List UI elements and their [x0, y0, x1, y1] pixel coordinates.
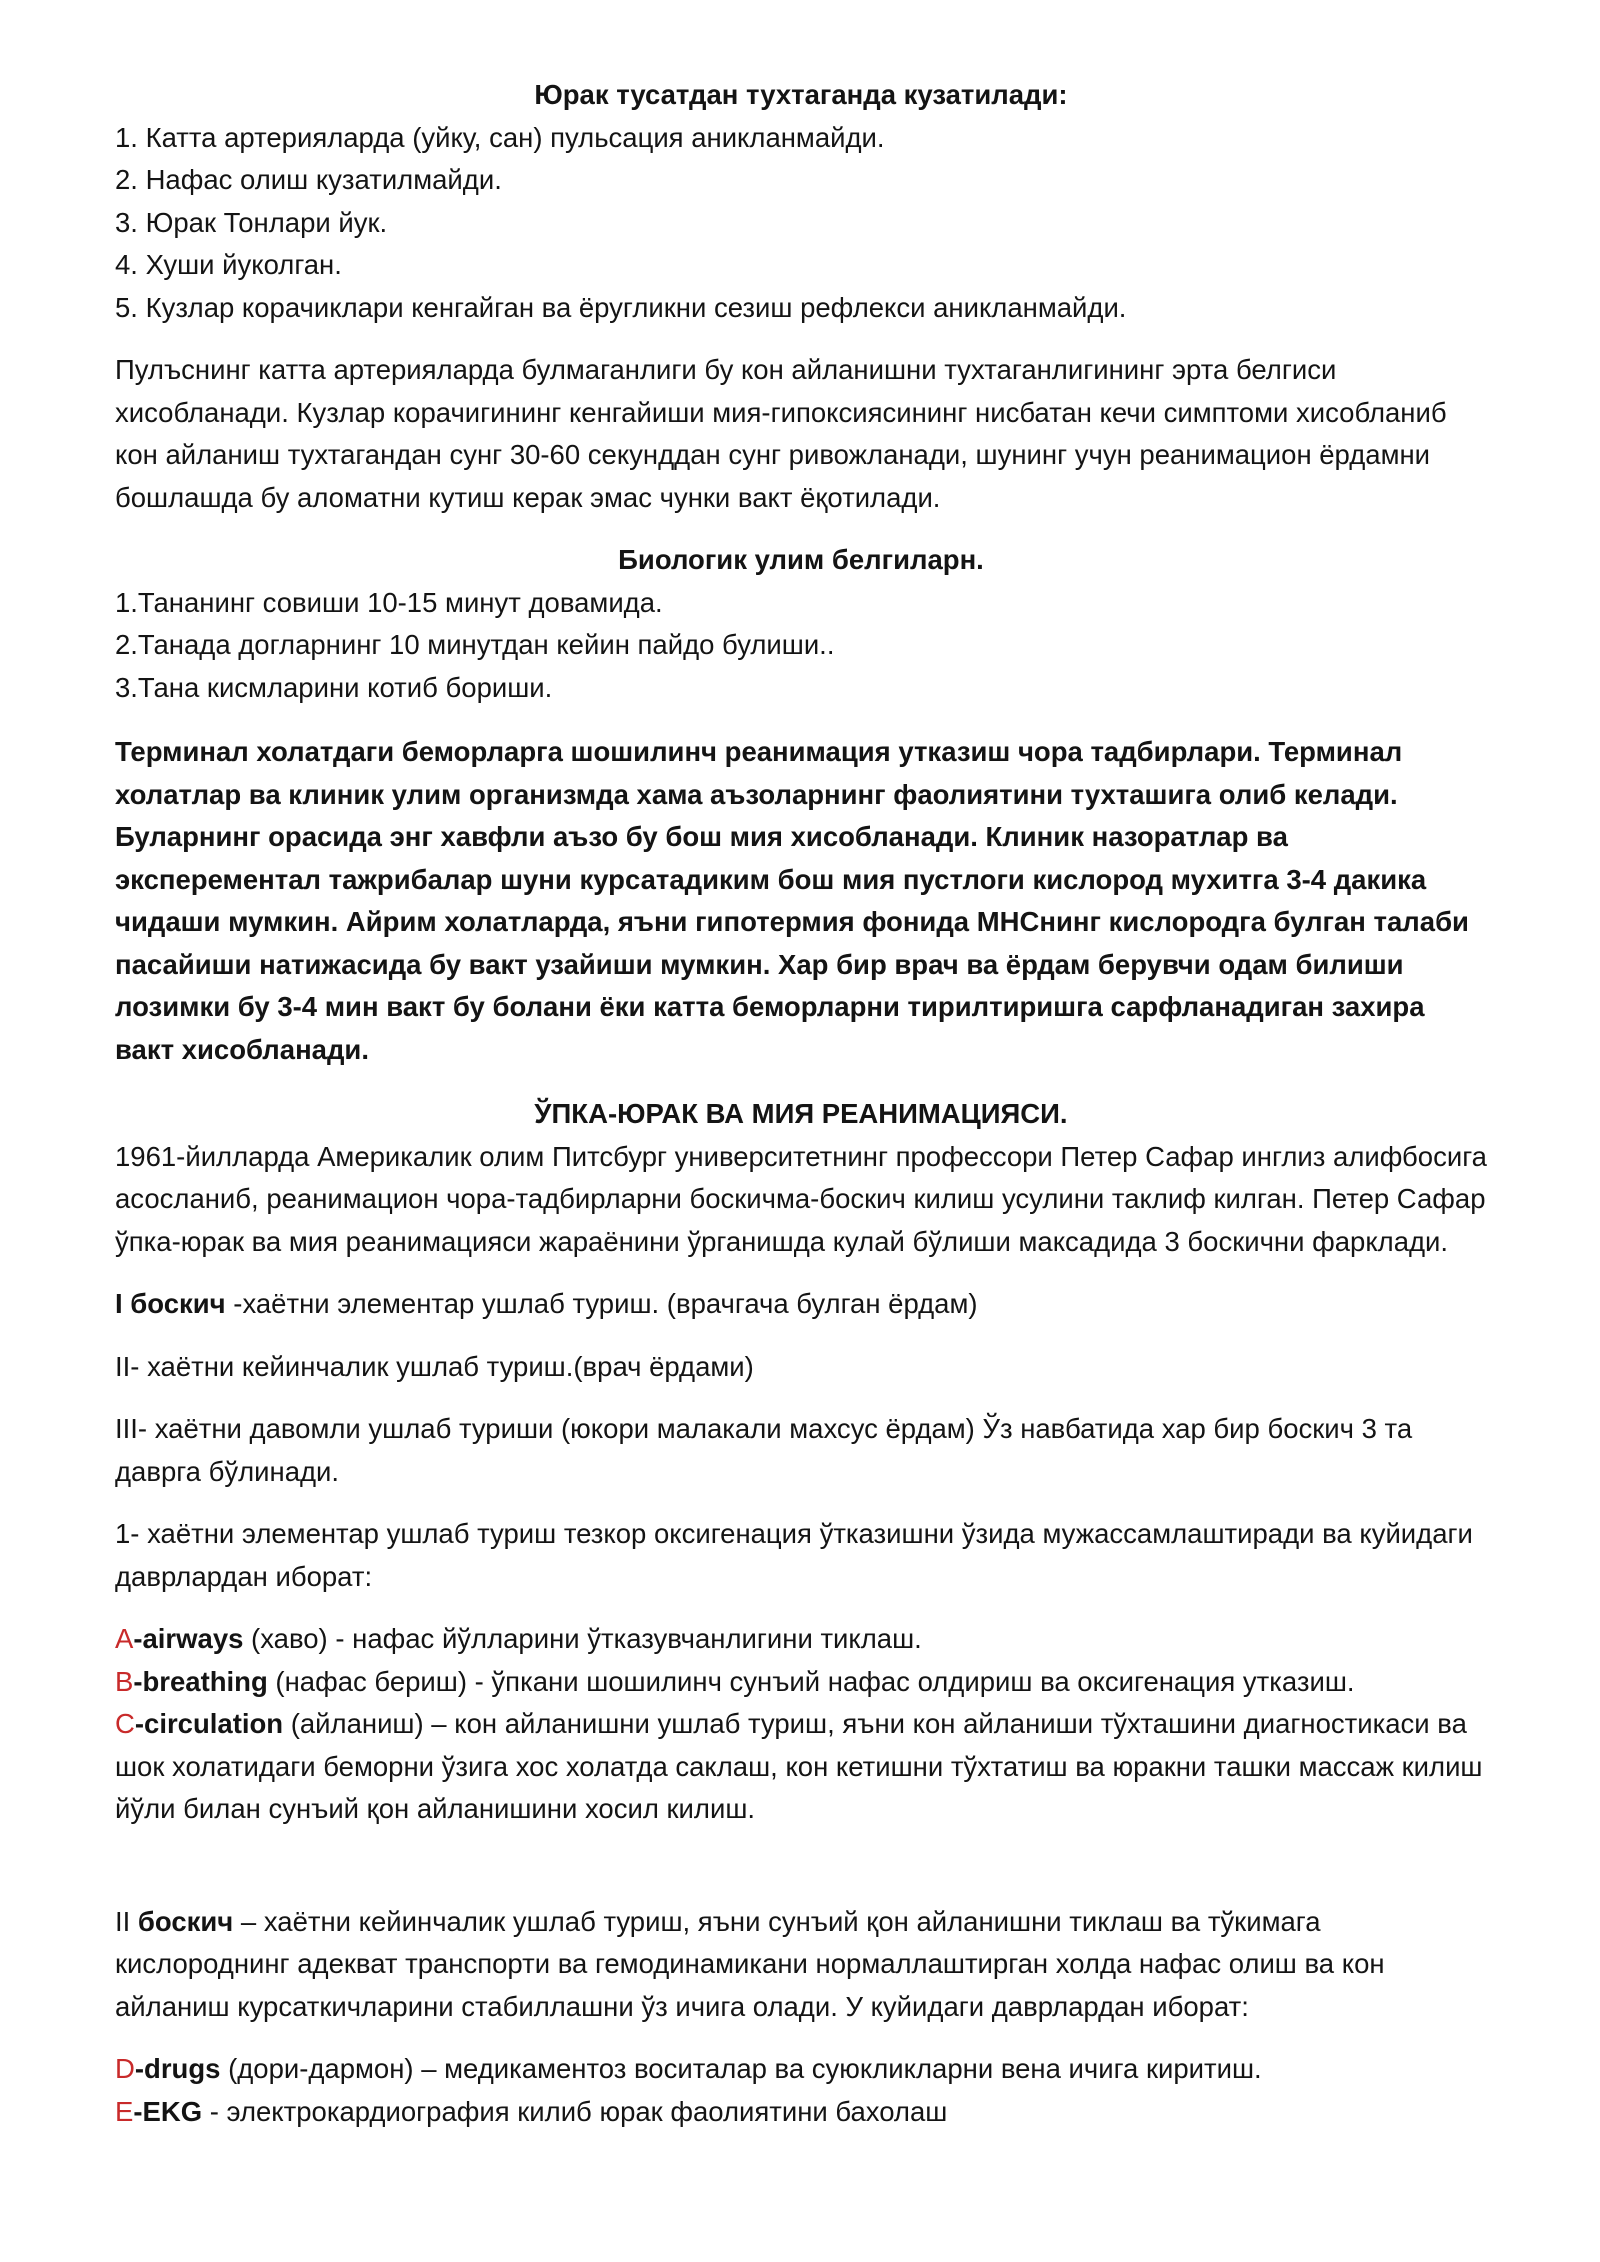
list-item: 2.Танада догларнинг 10 минутдан кейин пайдо булиши..	[115, 629, 835, 660]
list-item: 3. Юрак Тонлари йук.	[115, 206, 388, 238]
paragraph-safar: 1961-йилларда Америкалик олим Питсбург университетнинг профессори Петер Сафар инглиз алифбосига асосланиб, реанимацион чора-тадбирларни боскичма-боскич килиш усулини таклиф килган. Петер Сафар ўпка-юрак ва мия реанимацияси жараёнини ўрганишда кулай бўлиши максадида 3 боскични фарклади.	[115, 1140, 1487, 1257]
list-cardiac-arrest-signs	[115, 117, 1487, 330]
abc-item-text: (нафас бериш) - ўпкани шошилинч сунъий нафас олдириш ва оксигенация утказиш.	[267, 1665, 1355, 1697]
word-circulation: -circulation	[134, 1708, 284, 1739]
de-item-text: (дори-дармон) – медикаментоз воситалар ва суюкликларни вена ичига киритиш.	[220, 2053, 1262, 2084]
letter-a: A	[115, 1623, 134, 1654]
stage-1-line	[115, 1283, 1487, 1326]
list-item: 4. Хуши йуколган.	[115, 249, 342, 280]
letter-e: E	[115, 2095, 134, 2127]
abc-item-text: (айланиш) – кон айланишни ушлаб туриш, яъни кон айланиши тўхташини диагностикаси ва шок холатидаги беморни ўзига хос холатда саклаш, кон кетишни тўхтатиш ва юракни ташки массаж килиш йўли билан сунъий қон айланишини хосил килиш.	[115, 1708, 1483, 1824]
heading-biological-death: Биологик улим белгиларн.	[618, 544, 984, 575]
abc-list	[115, 1618, 1487, 1831]
word-airways: -airways	[133, 1623, 244, 1654]
paragraph-elementary-support: 1- хаётни элементар ушлаб туриш тезкор оксигенация ўтказишни ўзида мужассамлаштиради ва куйидаги даврлардан иборат:	[115, 1518, 1473, 1592]
stage-2-paragraph	[115, 1901, 1487, 2029]
abc-item-c	[115, 1703, 1487, 1831]
abc-item-b	[115, 1661, 1487, 1704]
heading-cpr: ЎПКА-ЮРАК ВА МИЯ РЕАНИМАЦИЯСИ.	[534, 1098, 1068, 1129]
stage-1-text: -хаётни элементар ушлаб туриш. (врачгача булган ёрдам)	[225, 1288, 978, 1319]
de-item-d	[115, 2048, 1487, 2091]
abc-item-text: (хаво) - нафас йўлларини ўтказувчанлигини тиклаш.	[243, 1623, 922, 1654]
letter-d: D	[115, 2053, 135, 2084]
list-biological-death-signs	[115, 582, 1487, 710]
letter-b: B	[115, 1665, 134, 1697]
list-item: 5. Кузлар корачиклари кенгайган ва ёругликни сезиш рефлекси аникланмайди.	[115, 291, 1127, 323]
stage-1-label: I боскич	[115, 1288, 226, 1319]
stage-2-text: – хаётни кейинчалик ушлаб туриш, яъни сунъий қон айланишни тиклаш ва тўкимага кислороднинг адекват транспорти ва гемодинамикани нормаллаштирган холда нафас олиш ва кон айланиш курсаткичларини стабиллашни ўз ичига олади. У куйидаги даврлардан иборат:	[115, 1905, 1385, 2022]
de-list	[115, 2048, 1487, 2133]
stage-2-prefix: II	[115, 1905, 138, 1937]
abc-item-a	[115, 1618, 1487, 1661]
de-item-e	[115, 2091, 1487, 2134]
paragraph-terminal-states: Терминал холатдаги беморларга шошилинч реанимация утказиш чора тадбирлари. Терминал холатлар ва клиник улим организмда хама аъзоларнинг фаолиятини тухташига олиб келади. Буларнинг орасида энг хавфли аъзо бу бош мия хисобланади. Клиник назоратлар ва эксперементал тажрибалар шуни курсатадиким бош мия пустлоги кислород мухитга 3-4 дакика чидаши мумкин. Айрим холатларда, яъни гипотермия фонида МНСнинг кислородга булган талаби пасайиши натижасида бу вакт узайиши мумкин. Хар бир врач ва ёрдам берувчи одам билиши лозимки бу 3-4 мин вакт бу болани ёки катта беморларни тирилтиришга сарфланадиган захира вакт хисобланади.	[115, 736, 1469, 1065]
list-item: 3.Тана кисмларини котиб бориши.	[115, 671, 553, 703]
stage-2-label: боскич	[137, 1905, 234, 1937]
heading-cardiac-arrest: Юрак тусатдан тухтаганда кузатилади:	[534, 79, 1068, 110]
paragraph-pulse: Пулъснинг катта артерияларда булмаганлиги бу кон айланишни тухтаганлигининг эрта белгиси хисобланади. Кузлар корачигининг кенгайиши мия-гипоксиясининг нисбатан кечи симптоми хисобланиб кон айланиш тухтагандан сунг 30-60 секунддан сунг ривожланади, шунинг учун реанимацион ёрдамни бошлашда бу аломатни кутиш керак эмас чунки вакт ёқотилади.	[115, 354, 1447, 513]
list-item: 2. Нафас олиш кузатилмайди.	[115, 164, 502, 195]
list-item: 1. Катта артерияларда (уйку, сан) пульсация аникланмайди.	[115, 121, 885, 153]
word-ekg: -EKG	[133, 2095, 203, 2127]
de-item-text: - электрокардиография килиб юрак фаолиятини бахолаш	[202, 2095, 948, 2127]
word-drugs: -drugs	[134, 2053, 221, 2084]
letter-c: C	[115, 1708, 135, 1739]
list-item: 1.Тананинг совиши 10-15 минут довамида.	[115, 586, 663, 618]
stage-3-line: III- хаётни давомли ушлаб туриши (юкори малакали махсус ёрдам) Ўз навбатида хар бир боскич 3 та даврга бўлинади.	[115, 1413, 1413, 1487]
word-breathing: -breathing	[133, 1665, 268, 1697]
stage-2-line: II- хаётни кейинчалик ушлаб туриш.(врач ёрдами)	[115, 1350, 754, 1382]
